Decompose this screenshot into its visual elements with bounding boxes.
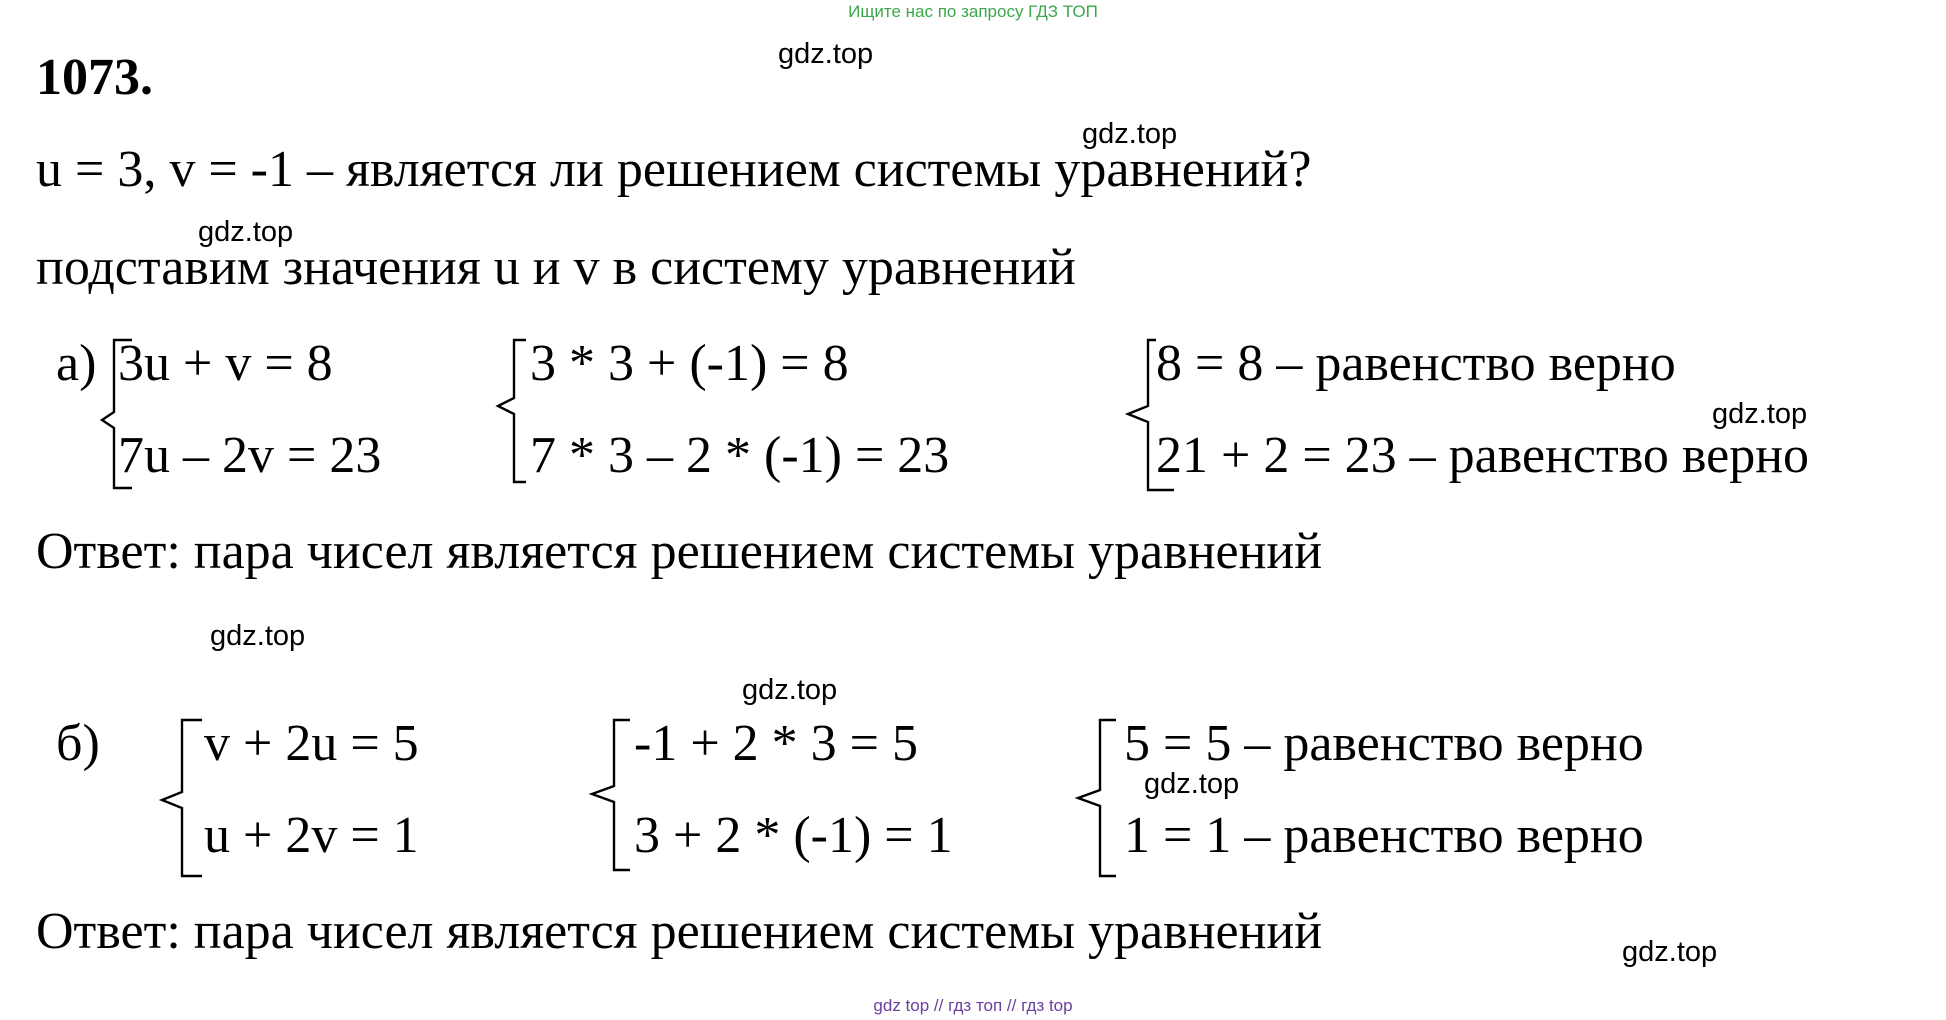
part-a-answer: Ответ: пара чисел является решением системы уравнений	[36, 523, 1323, 580]
watermark: gdz.top	[778, 38, 874, 70]
search-banner: Ищите нас по запросу ГДЗ ТОП	[848, 2, 1098, 21]
part-a-system-eq2: 7u – 2v = 23	[118, 427, 382, 484]
part-b-result-brace	[1072, 716, 1122, 880]
watermark: gdz.top	[198, 216, 294, 248]
part-b-substitution-brace	[586, 716, 636, 874]
part-a-result-eq1: 8 = 8 – равенство верно	[1156, 335, 1676, 392]
question-text: u = 3, v = -1 – является ли решением системы уравнений?	[36, 141, 1312, 198]
footer-links[interactable]: gdz top // гдз топ // гдз top	[873, 996, 1073, 1015]
part-a-result-eq2: 21 + 2 = 23 – равенство верно	[1156, 427, 1810, 484]
watermark: gdz.top	[742, 674, 838, 706]
part-b-result-eq1: 5 = 5 – равенство верно	[1124, 715, 1644, 772]
part-b-substitution-eq1: -1 + 2 * 3 = 5	[634, 715, 918, 772]
watermark: gdz.top	[1622, 936, 1718, 968]
part-b-system-eq2: u + 2v = 1	[204, 807, 419, 864]
part-b-system-eq1: v + 2u = 5	[204, 715, 419, 772]
part-a-substitution-eq1: 3 * 3 + (-1) = 8	[530, 335, 849, 392]
part-a-label: а)	[56, 335, 97, 392]
watermark: gdz.top	[1082, 118, 1178, 150]
part-b-answer: Ответ: пара чисел является решением системы уравнений	[36, 903, 1323, 960]
watermark: gdz.top	[210, 620, 306, 652]
part-b-result-eq2: 1 = 1 – равенство верно	[1124, 807, 1644, 864]
watermark: gdz.top	[1144, 768, 1240, 800]
part-b-system-brace	[158, 716, 208, 880]
watermark: gdz.top	[1712, 398, 1808, 430]
instruction-text: подставим значения u и v в систему уравнений	[36, 239, 1076, 296]
part-b-substitution-eq2: 3 + 2 * (-1) = 1	[634, 807, 953, 864]
part-a-substitution-brace	[492, 336, 532, 486]
part-b-label: б)	[56, 715, 100, 772]
part-a-system-eq1: 3u + v = 8	[118, 335, 333, 392]
problem-number: 1073.	[36, 49, 153, 106]
part-a-substitution-eq2: 7 * 3 – 2 * (-1) = 23	[530, 427, 950, 484]
